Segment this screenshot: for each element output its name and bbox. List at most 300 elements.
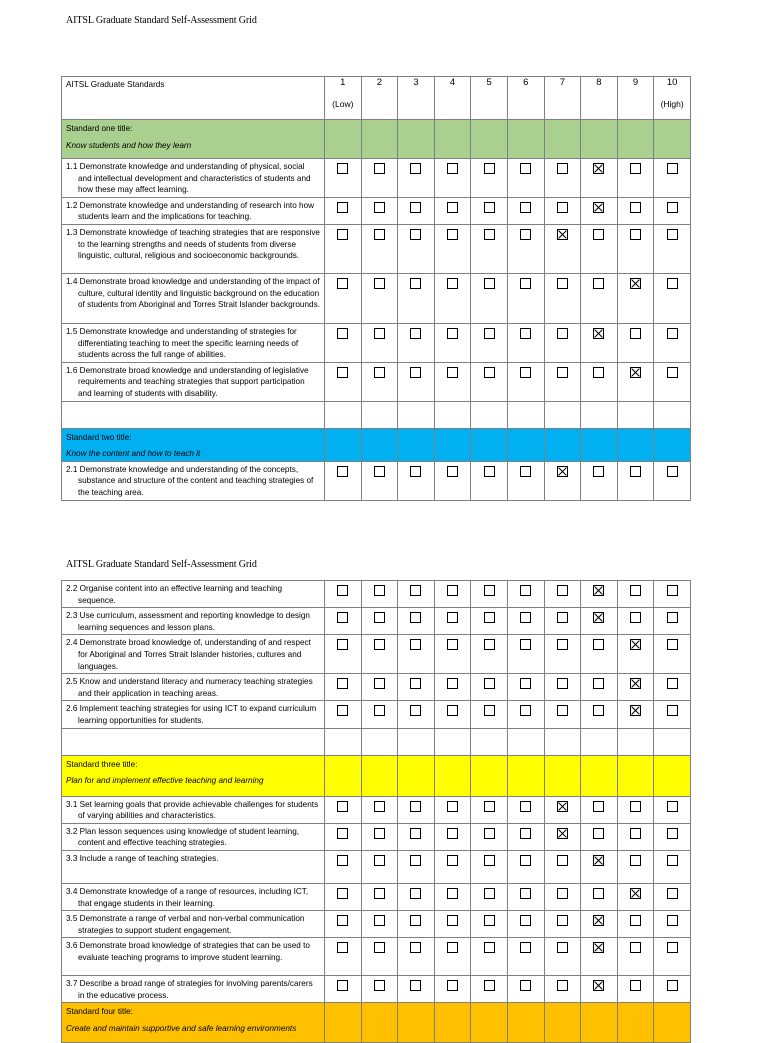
score-cell-9 — [617, 159, 654, 198]
criterion-text: 1.4 Demonstrate broad knowledge and understanding of the impact of culture, cultural identity and linguistic background on the education of students from Aboriginal and Torres Strait Islander backgrounds. — [66, 276, 320, 310]
checkbox[interactable] — [410, 855, 421, 866]
score-cell-4 — [434, 635, 471, 674]
checkbox[interactable] — [447, 202, 458, 213]
checkbox[interactable] — [630, 163, 641, 174]
checked-checkbox[interactable] — [630, 888, 641, 899]
checkbox[interactable] — [630, 942, 641, 953]
checkbox[interactable] — [630, 229, 641, 240]
checkbox[interactable] — [630, 466, 641, 477]
checkbox[interactable] — [630, 202, 641, 213]
score-cell-2 — [361, 362, 398, 401]
standard-two-title-score-cell — [471, 428, 508, 461]
checkbox[interactable] — [557, 612, 568, 623]
checkbox[interactable] — [667, 328, 678, 339]
checkbox[interactable] — [520, 705, 531, 716]
score-cell-8 — [581, 674, 618, 701]
checked-checkbox[interactable] — [593, 202, 604, 213]
checkbox[interactable] — [447, 278, 458, 289]
criterion-cell — [62, 323, 325, 362]
checkbox[interactable] — [667, 163, 678, 174]
checkbox[interactable] — [557, 855, 568, 866]
checkbox[interactable] — [374, 612, 385, 623]
score-cell-8 — [581, 159, 618, 198]
score-cell-2 — [361, 197, 398, 224]
score-cell-2 — [361, 883, 398, 910]
score-cell-10 — [654, 362, 691, 401]
checkbox[interactable] — [593, 278, 604, 289]
standard-four-title-score-cell — [581, 1003, 618, 1043]
checkbox[interactable] — [337, 466, 348, 477]
score-cell-6 — [507, 823, 544, 850]
score-cell-4 — [434, 159, 471, 198]
checkbox[interactable] — [410, 888, 421, 899]
checkbox[interactable] — [667, 278, 678, 289]
checked-checkbox[interactable] — [593, 585, 604, 596]
score-cell-4 — [434, 976, 471, 1003]
checkbox[interactable] — [667, 705, 678, 716]
checkbox[interactable] — [667, 980, 678, 991]
checkbox[interactable] — [520, 855, 531, 866]
checkbox[interactable] — [557, 705, 568, 716]
checkbox[interactable] — [410, 828, 421, 839]
score-cell-7 — [544, 883, 581, 910]
checkbox[interactable] — [410, 980, 421, 991]
score-cell-2 — [361, 224, 398, 273]
score-cell-8 — [581, 362, 618, 401]
score-cell-5 — [471, 796, 508, 823]
score-cell-8 — [581, 976, 618, 1003]
checked-checkbox[interactable] — [630, 678, 641, 689]
score-cell-10 — [654, 273, 691, 323]
score-cell-6 — [507, 461, 544, 500]
checkbox[interactable] — [484, 328, 495, 339]
score-cell-6 — [507, 701, 544, 728]
checkbox[interactable] — [557, 328, 568, 339]
checkbox[interactable] — [484, 278, 495, 289]
checkbox[interactable] — [667, 585, 678, 596]
checkbox[interactable] — [557, 639, 568, 650]
checkbox[interactable] — [374, 705, 385, 716]
checkbox[interactable] — [520, 942, 531, 953]
checkbox[interactable] — [520, 328, 531, 339]
standard-three-title-row — [62, 755, 691, 796]
checkbox[interactable] — [667, 202, 678, 213]
standard-one-title-score-cell — [471, 120, 508, 159]
checkbox[interactable] — [447, 612, 458, 623]
checkbox[interactable] — [337, 801, 348, 812]
checkbox[interactable] — [630, 915, 641, 926]
checkbox[interactable] — [484, 612, 495, 623]
score-cell-5 — [471, 197, 508, 224]
score-cell-8 — [581, 823, 618, 850]
checkbox[interactable] — [447, 585, 458, 596]
checked-checkbox[interactable] — [557, 828, 568, 839]
checkbox[interactable] — [557, 980, 568, 991]
score-cell-3 — [398, 911, 435, 938]
checkbox[interactable] — [337, 915, 348, 926]
checkbox[interactable] — [374, 801, 385, 812]
checkbox[interactable] — [667, 229, 678, 240]
criterion-text: 1.3 Demonstrate knowledge of teaching strategies that are responsive to the learning strengths and needs of students from diverse linguistic, cultural, religious and socioeconomic backgrounds. — [66, 227, 320, 261]
standard-four-title-score-cell — [325, 1003, 362, 1043]
checkbox[interactable] — [337, 202, 348, 213]
criterion-row — [62, 883, 691, 910]
checkbox[interactable] — [484, 639, 495, 650]
checkbox[interactable] — [447, 915, 458, 926]
checkbox[interactable] — [374, 942, 385, 953]
checkbox[interactable] — [447, 705, 458, 716]
standard-two-section — [62, 428, 691, 500]
checkbox[interactable] — [630, 612, 641, 623]
standard-one-title-score-cell — [325, 120, 362, 159]
checkbox[interactable] — [337, 612, 348, 623]
checkbox[interactable] — [374, 639, 385, 650]
checkbox[interactable] — [484, 855, 495, 866]
checkbox[interactable] — [447, 855, 458, 866]
checked-checkbox[interactable] — [593, 942, 604, 953]
criterion-text: 2.4 Demonstrate broad knowledge of, understanding of and respect for Aboriginal and Torres Strait Islander histories, cultures and languages. — [66, 638, 311, 671]
criterion-row — [62, 608, 691, 635]
checkbox[interactable] — [667, 466, 678, 477]
checkbox[interactable] — [447, 639, 458, 650]
checkbox[interactable] — [410, 678, 421, 689]
score-cell-10 — [654, 883, 691, 910]
criterion-cell — [62, 461, 325, 500]
score-cell-7 — [544, 323, 581, 362]
score-cell-1 — [325, 159, 362, 198]
checkbox[interactable] — [410, 801, 421, 812]
checkbox[interactable] — [484, 466, 495, 477]
checkbox[interactable] — [337, 278, 348, 289]
score-cell-9 — [617, 362, 654, 401]
checkbox[interactable] — [520, 202, 531, 213]
checkbox[interactable] — [447, 367, 458, 378]
checkbox[interactable] — [447, 801, 458, 812]
checkbox[interactable] — [593, 705, 604, 716]
checkbox[interactable] — [520, 915, 531, 926]
checkbox[interactable] — [484, 942, 495, 953]
checkbox[interactable] — [410, 915, 421, 926]
checkbox[interactable] — [593, 229, 604, 240]
score-cell-5 — [471, 823, 508, 850]
checkbox[interactable] — [520, 639, 531, 650]
checkbox[interactable] — [630, 980, 641, 991]
checkbox[interactable] — [410, 328, 421, 339]
checkbox[interactable] — [374, 915, 385, 926]
checkbox[interactable] — [337, 980, 348, 991]
criterion-text: 3.3 Include a range of teaching strategies. — [66, 853, 219, 863]
checkbox[interactable] — [447, 229, 458, 240]
self-assessment-grid-page2 — [61, 580, 691, 1043]
score-cell-10 — [654, 701, 691, 728]
score-cell-6 — [507, 976, 544, 1003]
checkbox[interactable] — [593, 639, 604, 650]
spacer-cell — [62, 728, 325, 755]
checkbox[interactable] — [410, 466, 421, 477]
checked-checkbox[interactable] — [593, 915, 604, 926]
checkbox[interactable] — [374, 828, 385, 839]
checkbox[interactable] — [667, 828, 678, 839]
score-cell-10 — [654, 823, 691, 850]
score-cell-4 — [434, 461, 471, 500]
checkbox[interactable] — [484, 367, 495, 378]
checked-checkbox[interactable] — [557, 229, 568, 240]
checkbox[interactable] — [667, 855, 678, 866]
checkbox[interactable] — [484, 229, 495, 240]
score-cell-6 — [507, 850, 544, 883]
score-cell-9 — [617, 938, 654, 976]
score-cell-9 — [617, 608, 654, 635]
score-cell-7 — [544, 159, 581, 198]
checkbox[interactable] — [520, 163, 531, 174]
checkbox[interactable] — [593, 678, 604, 689]
checkbox[interactable] — [374, 278, 385, 289]
score-cell-9 — [617, 796, 654, 823]
checked-checkbox[interactable] — [593, 855, 604, 866]
checkbox[interactable] — [374, 678, 385, 689]
standard-two-title-cell — [62, 428, 325, 461]
checked-checkbox[interactable] — [593, 612, 604, 623]
checkbox[interactable] — [337, 705, 348, 716]
checkbox[interactable] — [520, 612, 531, 623]
checkbox[interactable] — [410, 705, 421, 716]
checkbox[interactable] — [410, 367, 421, 378]
checked-checkbox[interactable] — [557, 801, 568, 812]
checkbox[interactable] — [484, 828, 495, 839]
checkbox[interactable] — [557, 202, 568, 213]
checkbox[interactable] — [337, 328, 348, 339]
checkbox[interactable] — [410, 278, 421, 289]
checkbox[interactable] — [667, 639, 678, 650]
criterion-cell — [62, 608, 325, 635]
checkbox[interactable] — [593, 801, 604, 812]
checkbox[interactable] — [484, 705, 495, 716]
checked-checkbox[interactable] — [630, 705, 641, 716]
checkbox[interactable] — [630, 328, 641, 339]
checkbox[interactable] — [593, 367, 604, 378]
score-cell-6 — [507, 938, 544, 976]
checkbox[interactable] — [520, 888, 531, 899]
checkbox[interactable] — [447, 163, 458, 174]
checkbox[interactable] — [374, 585, 385, 596]
checkbox[interactable] — [447, 942, 458, 953]
checkbox[interactable] — [410, 639, 421, 650]
checkbox[interactable] — [447, 980, 458, 991]
checkbox[interactable] — [374, 229, 385, 240]
checkbox[interactable] — [557, 678, 568, 689]
checkbox[interactable] — [557, 367, 568, 378]
checked-checkbox[interactable] — [630, 367, 641, 378]
checkbox[interactable] — [630, 801, 641, 812]
checked-checkbox[interactable] — [593, 163, 604, 174]
score-cell-2 — [361, 323, 398, 362]
score-cell-8 — [581, 323, 618, 362]
score-cell-7 — [544, 197, 581, 224]
score-cell-4 — [434, 823, 471, 850]
checkbox[interactable] — [337, 367, 348, 378]
checkbox[interactable] — [667, 942, 678, 953]
checkbox[interactable] — [374, 888, 385, 899]
criterion-text: 3.7 Describe a broad range of strategies for involving parents/carers in the educative process. — [66, 979, 313, 1000]
standard-two-title-score-cell — [434, 428, 471, 461]
checkbox[interactable] — [484, 801, 495, 812]
score-cell-10 — [654, 581, 691, 608]
checkbox[interactable] — [374, 980, 385, 991]
score-cell-5 — [471, 273, 508, 323]
score-cell-9 — [617, 581, 654, 608]
checkbox[interactable] — [447, 828, 458, 839]
criterion-row — [62, 823, 691, 850]
checkbox[interactable] — [593, 466, 604, 477]
header-col-9: 9 — [617, 77, 654, 120]
checkbox[interactable] — [520, 466, 531, 477]
checkbox[interactable] — [593, 888, 604, 899]
checkbox[interactable] — [374, 328, 385, 339]
checked-checkbox[interactable] — [593, 980, 604, 991]
checkbox[interactable] — [667, 801, 678, 812]
criterion-cell — [62, 701, 325, 728]
checkbox[interactable] — [520, 801, 531, 812]
score-cell-1 — [325, 273, 362, 323]
checkbox[interactable] — [557, 585, 568, 596]
checkbox[interactable] — [557, 278, 568, 289]
checkbox[interactable] — [520, 678, 531, 689]
checkbox[interactable] — [374, 855, 385, 866]
score-cell-10 — [654, 197, 691, 224]
checkbox[interactable] — [520, 229, 531, 240]
checkbox[interactable] — [337, 828, 348, 839]
checkbox[interactable] — [630, 855, 641, 866]
checkbox[interactable] — [484, 980, 495, 991]
criterion-row — [62, 850, 691, 883]
standard-four-title-score-cell — [544, 1003, 581, 1043]
checkbox[interactable] — [410, 229, 421, 240]
checkbox[interactable] — [410, 202, 421, 213]
standard-four-section — [62, 1003, 691, 1043]
checkbox[interactable] — [484, 888, 495, 899]
checkbox[interactable] — [667, 915, 678, 926]
checked-checkbox[interactable] — [557, 466, 568, 477]
checkbox[interactable] — [337, 855, 348, 866]
checkbox[interactable] — [337, 678, 348, 689]
standard-two-label: Standard two title: — [66, 432, 132, 442]
header-col-10 — [654, 77, 691, 120]
checkbox[interactable] — [410, 612, 421, 623]
checkbox[interactable] — [667, 612, 678, 623]
checkbox[interactable] — [337, 942, 348, 953]
score-cell-2 — [361, 674, 398, 701]
checkbox[interactable] — [557, 163, 568, 174]
criterion-row — [62, 796, 691, 823]
checkbox[interactable] — [557, 942, 568, 953]
score-cell-1 — [325, 976, 362, 1003]
checked-checkbox[interactable] — [630, 278, 641, 289]
checkbox[interactable] — [410, 585, 421, 596]
checkbox[interactable] — [337, 888, 348, 899]
checkbox[interactable] — [410, 163, 421, 174]
standard-four-title-row — [62, 1003, 691, 1043]
checkbox[interactable] — [593, 828, 604, 839]
standard-four-title: Create and maintain supportive and safe learning environments — [66, 1024, 297, 1034]
score-cell-3 — [398, 976, 435, 1003]
checkbox[interactable] — [447, 466, 458, 477]
checked-checkbox[interactable] — [593, 328, 604, 339]
score-cell-10 — [654, 159, 691, 198]
checkbox[interactable] — [520, 278, 531, 289]
checkbox[interactable] — [410, 942, 421, 953]
score-cell-5 — [471, 461, 508, 500]
score-cell-5 — [471, 159, 508, 198]
score-cell-10 — [654, 224, 691, 273]
standard-one-title-score-cell — [361, 120, 398, 159]
score-cell-6 — [507, 911, 544, 938]
score-cell-1 — [325, 581, 362, 608]
checkbox[interactable] — [374, 367, 385, 378]
checkbox[interactable] — [447, 888, 458, 899]
standard-two-title-score-cell — [398, 428, 435, 461]
checkbox[interactable] — [447, 328, 458, 339]
criterion-cell — [62, 224, 325, 273]
checkbox[interactable] — [520, 585, 531, 596]
checkbox[interactable] — [337, 585, 348, 596]
score-cell-4 — [434, 273, 471, 323]
standard-four-title-score-cell — [361, 1003, 398, 1043]
criterion-cell — [62, 635, 325, 674]
checkbox[interactable] — [337, 163, 348, 174]
checkbox[interactable] — [447, 678, 458, 689]
checked-checkbox[interactable] — [630, 639, 641, 650]
checkbox[interactable] — [520, 980, 531, 991]
checkbox[interactable] — [374, 163, 385, 174]
score-cell-1 — [325, 461, 362, 500]
checkbox[interactable] — [337, 639, 348, 650]
score-cell-2 — [361, 581, 398, 608]
checkbox[interactable] — [520, 367, 531, 378]
criterion-cell — [62, 823, 325, 850]
checkbox[interactable] — [337, 229, 348, 240]
checkbox[interactable] — [520, 828, 531, 839]
score-cell-4 — [434, 938, 471, 976]
score-cell-4 — [434, 911, 471, 938]
checkbox[interactable] — [630, 585, 641, 596]
checkbox[interactable] — [374, 466, 385, 477]
checkbox[interactable] — [667, 367, 678, 378]
standard-one-title-score-cell — [581, 120, 618, 159]
standard-two-title: Know the content and how to teach it — [66, 449, 201, 459]
checkbox[interactable] — [374, 202, 385, 213]
score-cell-2 — [361, 823, 398, 850]
score-cell-9 — [617, 701, 654, 728]
checkbox[interactable] — [484, 163, 495, 174]
checkbox[interactable] — [484, 202, 495, 213]
checkbox[interactable] — [667, 678, 678, 689]
checkbox[interactable] — [484, 915, 495, 926]
score-cell-5 — [471, 701, 508, 728]
header-col-6: 6 — [507, 77, 544, 120]
criterion-text: 2.3 Use curriculum, assessment and reporting knowledge to design learning sequences and lesson plans. — [66, 611, 310, 632]
checkbox[interactable] — [630, 828, 641, 839]
checkbox[interactable] — [667, 888, 678, 899]
checkbox[interactable] — [557, 915, 568, 926]
checkbox[interactable] — [484, 585, 495, 596]
checkbox[interactable] — [484, 678, 495, 689]
score-cell-9 — [617, 674, 654, 701]
score-cell-6 — [507, 581, 544, 608]
criterion-row — [62, 159, 691, 198]
score-cell-2 — [361, 938, 398, 976]
checkbox[interactable] — [557, 888, 568, 899]
score-cell-6 — [507, 224, 544, 273]
